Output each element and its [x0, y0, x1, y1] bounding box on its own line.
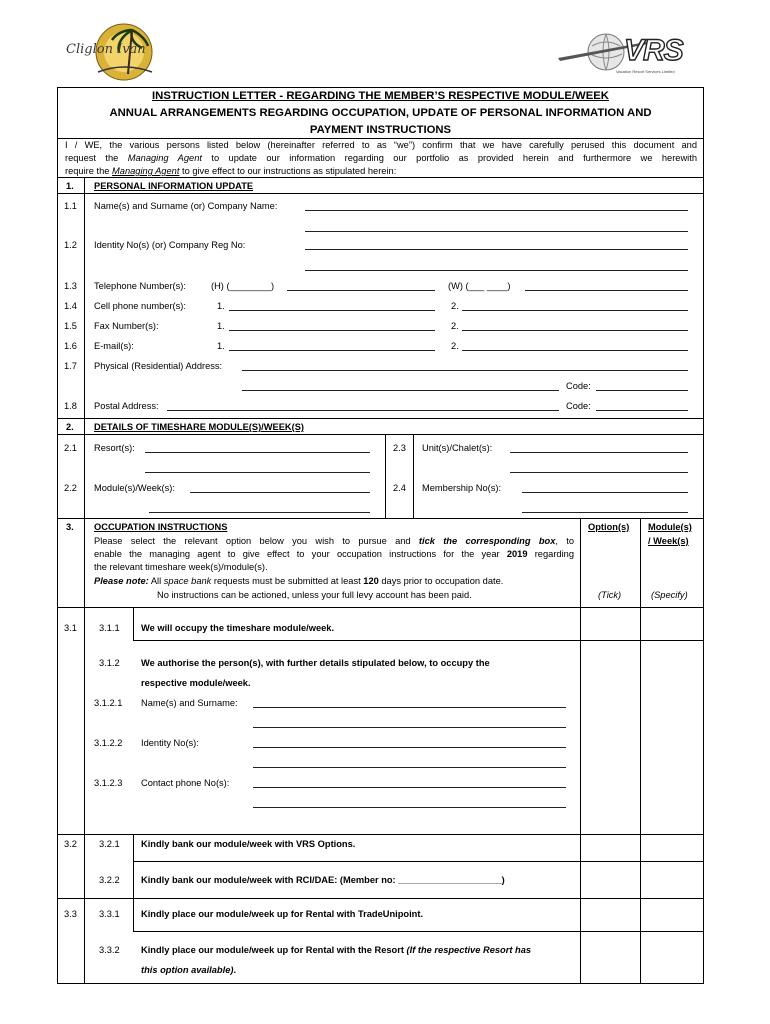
section-number: 3. [66, 522, 74, 532]
occupation-note-line-2: No instructions can be actioned, unless your full levy account has been paid. [157, 590, 472, 600]
unit-input-line-2[interactable] [510, 472, 688, 473]
option-bank-vrs-tick-box[interactable] [581, 835, 640, 861]
occupation-text: regarding [527, 549, 574, 559]
option-rental-tradeunipoint-tick-box[interactable] [581, 899, 640, 931]
sub-column-line [133, 898, 134, 931]
authorised-phone-label: Contact phone No(s): [141, 778, 230, 788]
occupation-text: Please select the relevant option below you wish to pursue and [94, 536, 419, 546]
resort-field-label: Resort(s): [94, 443, 135, 453]
option-bank-rci-tick-box[interactable] [581, 862, 640, 898]
number-column-line [84, 518, 85, 984]
option-rental-resort-condition: (If the respective Resort has [406, 945, 532, 955]
resort-input-line-1[interactable] [145, 452, 370, 453]
postal-address-label: Postal Address: [94, 401, 159, 411]
option-rental-resort-text: Kindly place our module/week up for Rental with the Resort [141, 945, 407, 955]
authorised-name-input-1[interactable] [253, 707, 566, 708]
fax-2-label: 2. [451, 321, 459, 331]
occupation-note-label: Please note: [94, 576, 149, 586]
row-number: 1.7 [64, 361, 77, 371]
physical-code-label: Code: [566, 381, 591, 391]
occupation-year: 2019 [506, 549, 528, 559]
row-number: 2.2 [64, 483, 77, 493]
physical-code-input[interactable] [596, 390, 688, 391]
option-rental-resort-text-2 [141, 964, 236, 976]
name-field-line-1[interactable] [305, 210, 688, 211]
telephone-field-label: Telephone Number(s): [94, 281, 186, 291]
occupation-text: , to [555, 536, 575, 546]
column-line [413, 434, 414, 518]
row-sub-number: 3.2.2 [99, 875, 120, 885]
fax-1-input[interactable] [229, 330, 435, 331]
cellphone-2-input[interactable] [462, 310, 688, 311]
letter-subtitle-1: ANNUAL ARRANGEMENTS REGARDING OCCUPATION, UPDATE OF PERSONAL INFORMATION AND [109, 107, 652, 119]
row-number: 3.2 [64, 839, 77, 849]
sub-column-line [133, 607, 134, 640]
authorised-name-label: Name(s) and Surname: [141, 698, 238, 708]
email-1-label: 1. [217, 341, 225, 351]
option-occupy-tick-box[interactable] [581, 608, 640, 640]
row-sub-number: 3.3.2 [99, 945, 120, 955]
option-bank-rci-text: Kindly bank our module/week with RCI/DAE: (Member no: ____________________) [141, 875, 505, 885]
letter-title: INSTRUCTION LETTER - REGARDING THE MEMBER’S RESPECTIVE MODULE/WEEK [152, 90, 609, 102]
option-occupy-specify-box[interactable] [641, 608, 703, 640]
module-week-input-line-1[interactable] [190, 492, 370, 493]
row-number: 1.1 [64, 201, 77, 211]
occupation-note-line-1 [94, 575, 503, 587]
option-occupy-text: We will occupy the timeshare module/week. [141, 623, 335, 633]
options-column-header: Option(s) [588, 522, 630, 532]
intro-line-2 [65, 152, 697, 164]
row-number: 1.6 [64, 341, 77, 351]
module-week-field-label: Module(s)/Week(s): [94, 483, 175, 493]
module-column-header-2: / Week(s) [648, 536, 689, 546]
occupation-text: space bank [163, 576, 212, 586]
row-number: 2.1 [64, 443, 77, 453]
row-sub-number: 3.2.1 [99, 839, 120, 849]
occupation-text: requests must be submitted at least [211, 576, 364, 586]
row-number: 1.3 [64, 281, 77, 291]
row-number: 2.4 [393, 483, 406, 493]
authorised-phone-input-2[interactable] [253, 807, 566, 808]
specify-instruction: (Specify) [651, 590, 688, 600]
occupation-para-line-3: the relevant timeshare week(s)/module(s). [94, 562, 268, 572]
intro-line-1: I / WE, the various persons listed below (hereinafter referred to as “we”) confirm that we have carefully perused this document and [65, 140, 697, 150]
postal-address-input[interactable] [167, 410, 559, 411]
number-column-line [84, 418, 85, 518]
vrs-logo-tagline: Vacation Resort Services Limited [616, 69, 675, 74]
intro-line-3 [65, 165, 396, 177]
option-rental-tradeunipoint-specify-box[interactable] [641, 899, 703, 931]
identity-field-line-2[interactable] [305, 270, 688, 271]
row-number: 3.1 [64, 623, 77, 633]
vrs-logo [556, 28, 706, 80]
identity-field-label: Identity No(s) (or) Company Reg No: [94, 240, 246, 250]
telephone-work-input[interactable] [525, 290, 688, 291]
resort-logo-text: Cliglon Ivan [66, 42, 146, 57]
intro-text: require the [65, 166, 113, 176]
module-week-input-line-2[interactable] [149, 512, 370, 513]
option-authorise-specify-box[interactable] [641, 641, 703, 834]
section-number: 2. [66, 422, 74, 432]
resort-logo [62, 22, 162, 84]
sub-column-line [133, 834, 134, 898]
cellphone-1-label: 1. [217, 301, 225, 311]
option-rental-resort-specify-box[interactable] [641, 932, 703, 983]
row-sub-number: 3.3.1 [99, 909, 120, 919]
intro-managing-agent: Managing Agent [112, 166, 180, 176]
divider [57, 418, 704, 419]
row-number: 2.3 [393, 443, 406, 453]
option-bank-vrs-specify-box[interactable] [641, 835, 703, 861]
email-2-input[interactable] [462, 350, 688, 351]
occupation-days: 120 [363, 576, 379, 586]
section-heading-timeshare: DETAILS OF TIMESHARE MODULE(S)/WEEK(S) [94, 422, 305, 432]
row-number: 1.5 [64, 321, 77, 331]
divider [57, 518, 704, 519]
option-bank-vrs-text: Kindly bank our module/week with VRS Options. [141, 839, 356, 849]
intro-text: to update our information regarding our portfolio as provided herein and furthermore we herewith [201, 153, 697, 163]
identity-field-line-1[interactable] [305, 249, 688, 250]
occupation-text: days prior to occupation date. [378, 576, 504, 586]
row-number: 1.2 [64, 240, 77, 250]
occupation-text: enable the managing agent to give effect to your occupation instructions for the year [94, 549, 507, 559]
row-number: 1.4 [64, 301, 77, 311]
module-column-header-1: Module(s) [648, 522, 692, 532]
row-sub-number: 3.1.2.2 [94, 738, 123, 748]
intro-text: to give effect to our instructions as stipulated herein: [179, 166, 397, 176]
occupation-text: All [148, 576, 164, 586]
name-field-label: Name(s) and Surname (or) Company Name: [94, 201, 278, 211]
intro-managing-agent: Managing Agent [127, 153, 202, 163]
option-rental-resort-text: . [233, 965, 237, 975]
authorised-identity-input-1[interactable] [253, 747, 566, 748]
physical-address-label: Physical (Residential) Address: [94, 361, 223, 371]
postal-code-label: Code: [566, 401, 591, 411]
email-2-label: 2. [451, 341, 459, 351]
fax-2-input[interactable] [462, 330, 688, 331]
section-heading-occupation: OCCUPATION INSTRUCTIONS [94, 522, 228, 532]
row-sub-number: 3.1.2 [99, 658, 120, 668]
telephone-work-code[interactable]: (W) (___ ____) [448, 281, 511, 291]
cellphone-1-input[interactable] [229, 310, 435, 311]
authorised-identity-input-2[interactable] [253, 767, 566, 768]
occupation-para-line-1 [94, 535, 574, 547]
membership-input-line-2[interactable] [522, 512, 688, 513]
resort-input-line-2[interactable] [145, 472, 370, 473]
row-sub-number: 3.1.2.1 [94, 698, 123, 708]
cellphone-field-label: Cell phone number(s): [94, 301, 186, 311]
option-bank-rci-specify-box[interactable] [641, 862, 703, 898]
option-authorise-tick-box[interactable] [581, 641, 640, 834]
telephone-home-code[interactable]: (H) (________) [211, 281, 275, 291]
authorised-identity-label: Identity No(s): [141, 738, 199, 748]
fax-field-label: Fax Number(s): [94, 321, 159, 331]
divider [57, 177, 704, 178]
vrs-logo-text: VRS [624, 34, 683, 67]
unit-input-line-1[interactable] [510, 452, 688, 453]
name-field-line-2[interactable] [305, 231, 688, 232]
fax-1-label: 1. [217, 321, 225, 331]
email-1-input[interactable] [229, 350, 435, 351]
section-heading-personal-info: PERSONAL INFORMATION UPDATE [94, 181, 254, 191]
option-rental-resort-text-1 [141, 944, 531, 956]
divider [57, 193, 704, 194]
option-authorise-text-1: We authorise the person(s), with further details stipulated below, to occupy the [141, 658, 490, 668]
occupation-emphasis: tick the corresponding box [418, 536, 556, 546]
row-sub-number: 3.1.2.3 [94, 778, 123, 788]
authorised-phone-input-1[interactable] [253, 787, 566, 788]
authorised-name-input-2[interactable] [253, 727, 566, 728]
column-line [385, 434, 386, 518]
telephone-home-input[interactable] [287, 290, 435, 291]
row-sub-number: 3.1.1 [99, 623, 120, 633]
section-number: 1. [66, 181, 74, 191]
divider [57, 434, 704, 435]
option-authorise-text-2: respective module/week. [141, 678, 251, 688]
membership-field-label: Membership No(s): [422, 483, 502, 493]
option-rental-tradeunipoint-text: Kindly place our module/week up for Rental with TradeUnipoint. [141, 909, 424, 919]
letter-subtitle-2: PAYMENT INSTRUCTIONS [309, 124, 452, 136]
unit-field-label: Unit(s)/Chalet(s): [422, 443, 493, 453]
physical-address-line-1[interactable] [242, 370, 688, 371]
number-column-line [84, 177, 85, 420]
option-rental-resort-condition: this option available) [141, 965, 234, 975]
tick-instruction: (Tick) [598, 590, 622, 600]
intro-text: request the [65, 153, 128, 163]
option-rental-resort-tick-box[interactable] [581, 932, 640, 983]
cellphone-2-label: 2. [451, 301, 459, 311]
email-field-label: E-mail(s): [94, 341, 134, 351]
physical-address-line-2[interactable] [242, 390, 559, 391]
row-number: 1.8 [64, 401, 77, 411]
row-number: 3.3 [64, 909, 77, 919]
postal-code-input[interactable] [596, 410, 688, 411]
membership-input-line-1[interactable] [522, 492, 688, 493]
occupation-para-line-2 [94, 548, 574, 560]
